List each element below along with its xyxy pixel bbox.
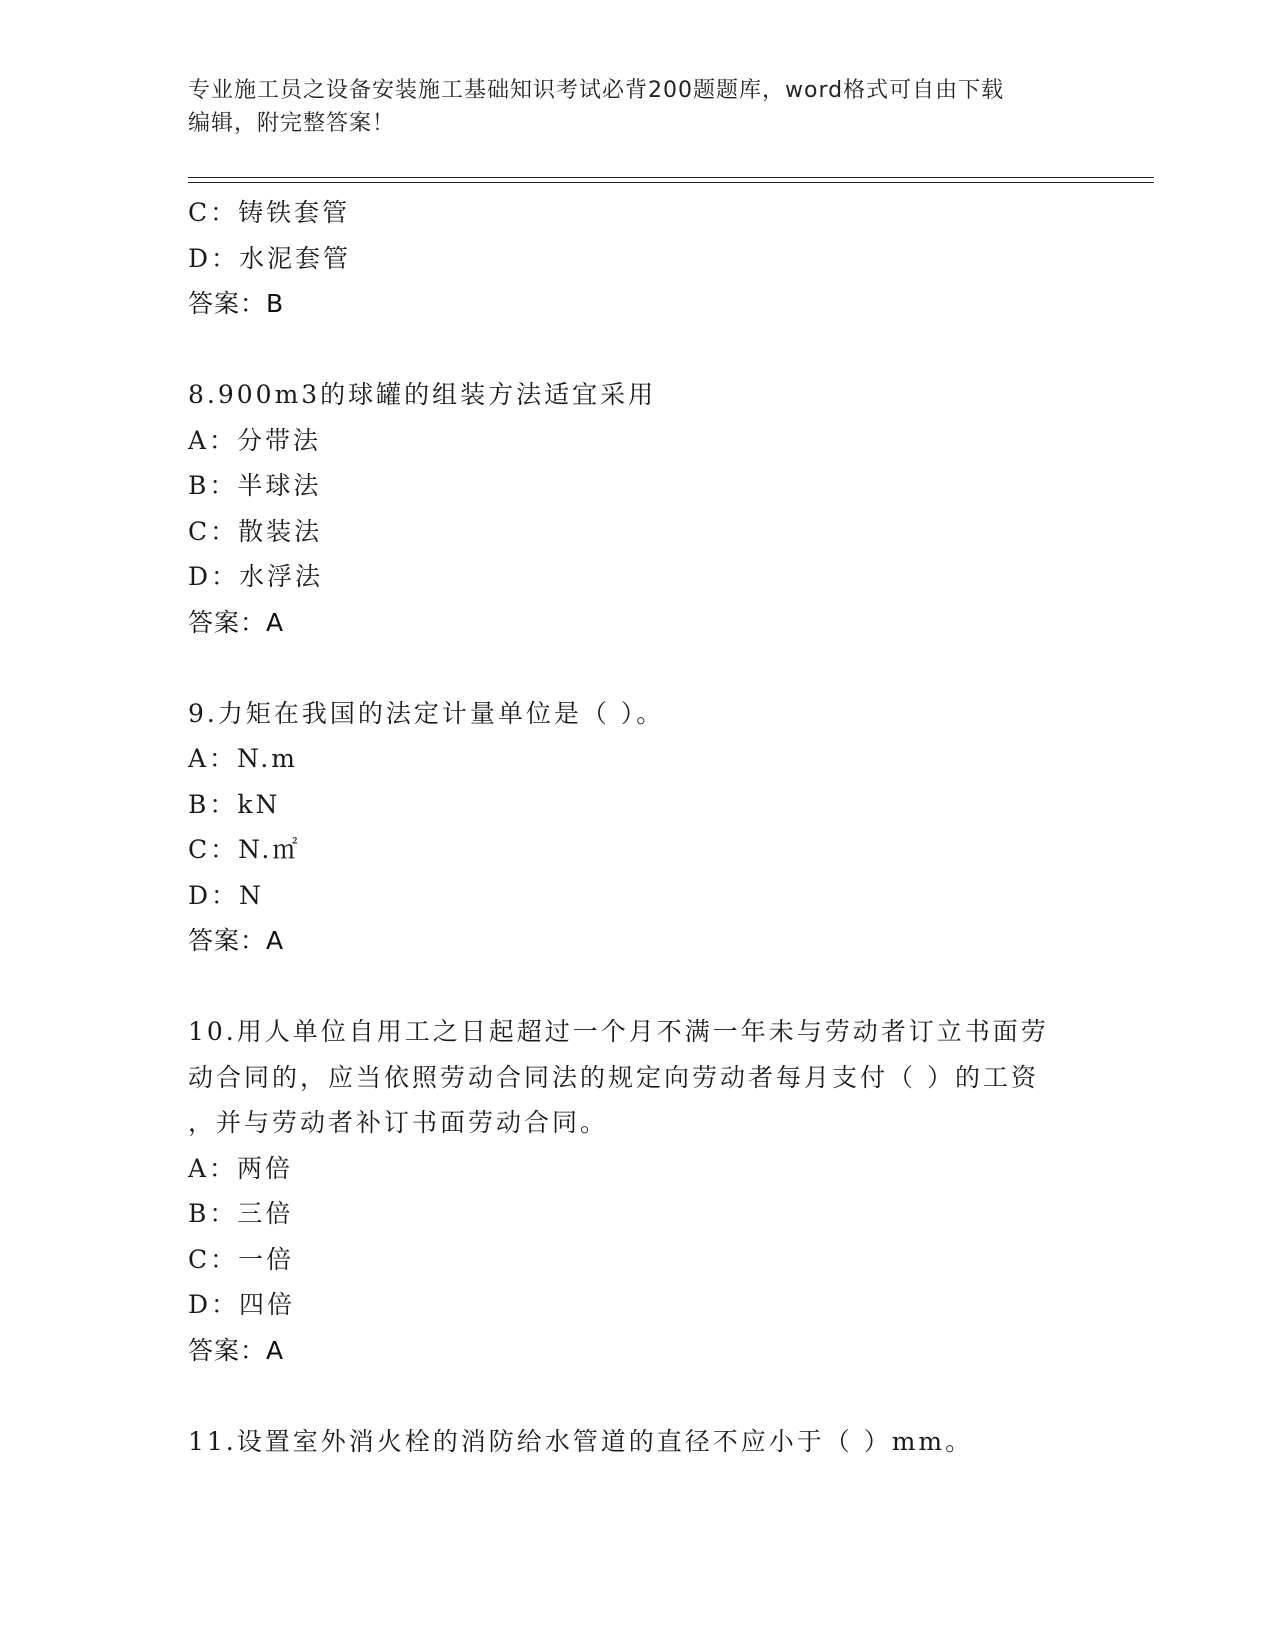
question-11: [188, 1419, 1088, 1465]
spacer: [188, 964, 1088, 1010]
option-a: A：两倍: [188, 1153, 294, 1183]
question-text: 11.设置室外消火栓的消防给水管道的直径不应小于（ ）mm。: [188, 1426, 974, 1456]
option-a: A：分带法: [188, 425, 322, 455]
spacer: [188, 327, 1088, 373]
question-text-line-1: 10.用人单位自用工之日起超过一个月不满一年未与劳动者订立书面劳: [188, 1017, 1049, 1046]
header-divider-bottom: [188, 182, 1154, 183]
option-b: B：半球法: [188, 471, 322, 500]
answer-line: 答案：A: [188, 926, 285, 955]
question-list: [188, 190, 1088, 1464]
header-line-1: 专业施工员之设备安装施工基础知识考试必背200题题库，word格式可自由下载: [188, 78, 1005, 103]
question-7-tail: [188, 190, 1088, 327]
option-c: C：散装法: [188, 516, 323, 546]
option-c: C：一倍: [188, 1244, 295, 1274]
answer-line: 答案：A: [188, 607, 285, 637]
option-b: B：kN: [188, 789, 281, 819]
option-d: D：水泥套管: [188, 243, 352, 273]
question-8: [188, 372, 1088, 645]
option-a: A：N.m: [188, 744, 298, 773]
question-10: [188, 1009, 1088, 1373]
question-text-line-2: 动合同的，应当依照劳动合同法的规定向劳动者每月支付（ ）的工资: [188, 1062, 1039, 1092]
option-d: D：四倍: [188, 1290, 296, 1319]
question-text: 8.900m3的球罐的组装方法适宜采用: [188, 380, 657, 409]
option-c: C：N.㎡: [188, 835, 301, 864]
header-divider-top: [188, 177, 1154, 178]
spacer: [188, 645, 1088, 691]
question-text: 9.力矩在我国的法定计量单位是（ ）。: [188, 698, 665, 728]
option-c: C：铸铁套管: [188, 198, 351, 227]
document-header: [188, 74, 1088, 140]
option-d: D：水浮法: [188, 562, 324, 591]
answer-line: 答案：B: [188, 289, 285, 318]
question-9: [188, 691, 1088, 964]
spacer: [188, 1373, 1088, 1419]
option-b: B：三倍: [188, 1199, 294, 1228]
answer-line: 答案：A: [188, 1335, 285, 1365]
header-line-2: 编辑，附完整答案！: [188, 111, 396, 136]
option-d: D：N: [188, 880, 264, 910]
question-text-line-3: ，并与劳动者补订书面劳动合同。: [188, 1108, 609, 1137]
